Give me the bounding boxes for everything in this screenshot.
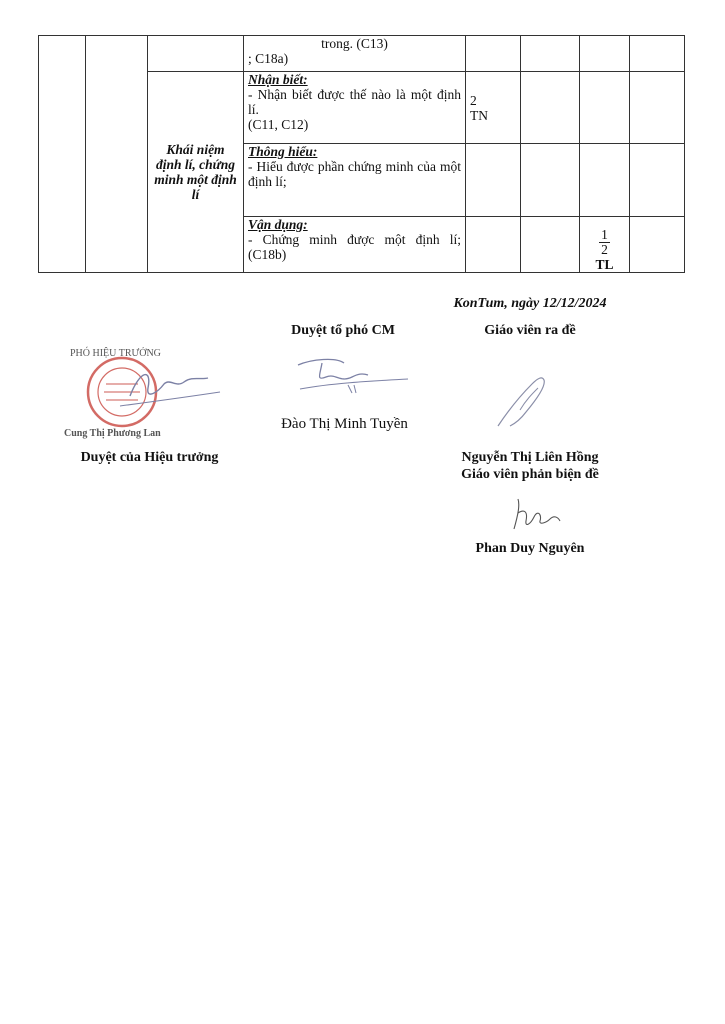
stamp-name: Cung Thị Phương Lan [64, 428, 161, 439]
question-count: 2 [470, 92, 477, 108]
content-cell [244, 217, 466, 273]
right-signer-name: Nguyễn Thị Liên Hồng [461, 450, 599, 465]
assessment-matrix-table [38, 35, 685, 273]
content-cell [244, 36, 466, 72]
fraction-numerator: 1 [601, 227, 608, 242]
content-desc: - Hiểu được phần chứng minh của một định lí; [248, 159, 461, 189]
content-desc: - Nhận biết được thế nào là một định lí. [248, 87, 461, 117]
principal-stamp [60, 340, 240, 440]
content-cell [244, 72, 466, 144]
question-type: TL [595, 257, 614, 272]
empty-cell [39, 36, 86, 273]
center-signer-title: Duyệt tổ phó CM [291, 323, 395, 338]
stamp-seal-graphic [60, 340, 240, 440]
reviewer-name: Phan Duy Nguyên [475, 541, 585, 556]
date-line: KonTum, ngày 12/12/2024 [453, 296, 607, 311]
table-row [39, 36, 685, 72]
content-desc: - Chứng minh được một định lí; (C18b) [248, 232, 461, 262]
right-signer-title: Giáo viên ra đề [484, 323, 576, 338]
fraction-cell [580, 217, 630, 273]
level-label: Nhận biết: [248, 72, 308, 87]
center-signature-graphic [292, 355, 412, 400]
content-cell [244, 144, 466, 217]
content-line: ; C18a) [248, 51, 289, 66]
question-type: TN [470, 107, 488, 123]
topic-cell [148, 72, 244, 273]
stamp-title: PHÓ HIỆU TRƯỞNG [70, 348, 161, 359]
center-signer-name: Đào Thị Minh Tuyền [281, 416, 408, 432]
topic-label: Khái niệm định lí, chứng minh một định lí [154, 142, 237, 202]
level-label: Vận dụng: [248, 217, 308, 232]
right-signature-graphic [492, 370, 552, 432]
content-line: trong. (C13) [321, 36, 388, 51]
fraction-denominator: 2 [601, 242, 608, 257]
empty-cell [86, 36, 148, 273]
empty-cell [148, 36, 244, 72]
fraction [599, 228, 610, 257]
count-cell [466, 72, 521, 144]
level-label: Thông hiểu: [248, 144, 318, 159]
reviewer-title: Giáo viên phản biện đề [461, 467, 599, 482]
reviewer-signature-graphic [508, 495, 563, 533]
content-ref: (C11, C12) [248, 117, 309, 132]
principal-caption: Duyệt của Hiệu trưởng [80, 450, 219, 465]
